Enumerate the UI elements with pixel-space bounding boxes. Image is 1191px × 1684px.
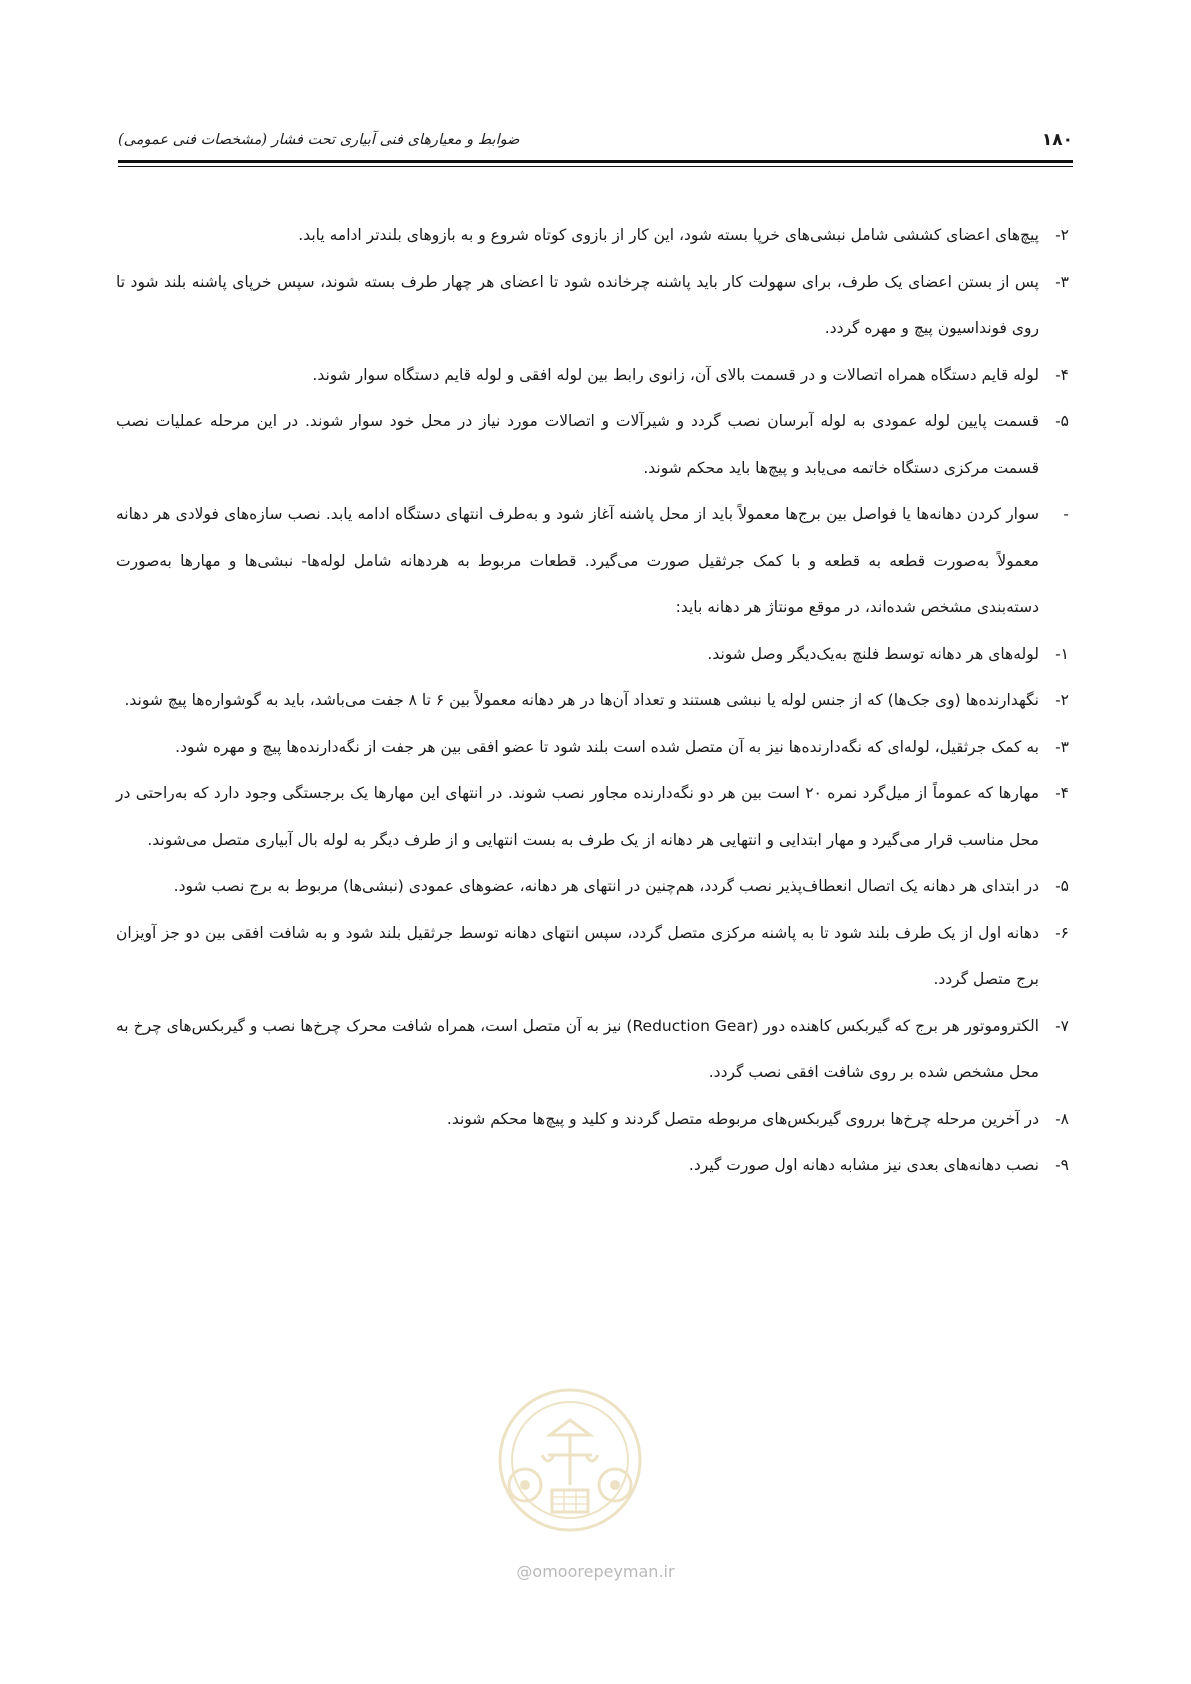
item-text: الکتروموتور هر برج که گیربکس کاهنده دور (Reduction Gear) نیز به آن متصل است، همراه شافت محرک چرخ‌ها نصب و گیربکس‌های چرخ به محل مشخص شده بر روی شافت افقی نصب گردد.	[116, 1016, 1039, 1081]
item-text: پیچ‌های اعضای کششی شامل نبشی‌های خرپا بسته شود، این کار از بازوی کوتاه شروع و به بازوهای بلندتر ادامه یابد.	[298, 226, 1039, 244]
item-text: به کمک جرثقیل، لوله‌ای که نگه‌دارنده‌ها نیز به آن متصل شده است بلند شود تا عضو افقی بین هر جفت از نگه‌دارنده‌ها پیچ و مهره شود.	[175, 737, 1039, 756]
item-text: در ابتدای هر دهانه یک اتصال انعطاف‌پذیر نصب گردد، هم‌چنین در انتهای هر دهانه، عضوهای عمودی (نبشی‌ها) مربوط به برج نصب شود.	[173, 877, 1039, 895]
item-text: دهانه اول از یک طرف بلند شود تا به پاشنه مرکزی متصل گردد، سپس انتهای دهانه توسط جرثقیل بلند شود و به شافت افقی بین دو جز آویزان برج متصل گردد.	[116, 923, 1039, 988]
item-marker: ۳-	[1055, 272, 1069, 291]
page-number: ۱۸۰	[1041, 130, 1073, 150]
list-item	[116, 398, 1069, 491]
item-marker: ۳-	[1055, 737, 1069, 756]
item-marker: ۲-	[1055, 691, 1069, 709]
item-marker: ۷-	[1055, 1016, 1069, 1035]
item-marker: ۹-	[1055, 1156, 1069, 1174]
item-marker: ۶-	[1055, 923, 1069, 942]
item-text: سوار کردن دهانه‌ها یا فواصل بین برج‌ها معمولاً باید از محل پاشنه آغاز شود و به‌طرف انتهای دستگاه ادامه یابد. نصب سازه‌های فولادی هر دهانه معمولاً به‌صورت قطعه به قطعه و با کمک جرثقیل صورت می‌گیرد. قطعات مربوط به هردهانه شامل لوله‌ها- نبشی‌ها و مهارها به‌صورت دسته‌بندی مشخص شده‌اند، در موقع مونتاژ هر دهانه باید:	[116, 505, 1039, 616]
list-item	[116, 677, 1069, 724]
bullet-marker: -	[1063, 505, 1069, 523]
item-marker: ۱-	[1055, 644, 1069, 663]
header-rule-thin	[118, 166, 1073, 167]
list-item	[116, 724, 1069, 771]
item-text: نصب دهانه‌های بعدی نیز مشابه دهانه اول صورت گیرد.	[688, 1156, 1039, 1174]
item-text: پس از بستن اعضای یک طرف، برای سهولت کار باید پاشنه چرخانده شود تا اعضای هر چهار طرف بسته شوند، سپس خرپای پاشنه بلند شود تا روی فونداسیون پیچ و مهره گردد.	[116, 272, 1039, 337]
list-item	[116, 212, 1069, 259]
list-item	[116, 1142, 1069, 1189]
item-text: لوله‌های هر دهانه توسط فلنچ به‌یک‌دیگر وصل شوند.	[707, 644, 1039, 663]
item-text: در آخرین مرحله چرخ‌ها برروی گیربکس‌های مربوطه متصل گردند و کلید و پیچ‌ها محکم شوند.	[446, 1109, 1039, 1128]
running-title: ضوابط و معیارهای فنی آبیاری تحت فشار (مشخصات فنی عمومی)	[118, 132, 520, 148]
watermark-site: @omoorepeyman.ir	[516, 1562, 675, 1581]
bullet-paragraph	[116, 491, 1069, 631]
item-marker: ۵-	[1055, 877, 1069, 895]
body-text	[116, 212, 1069, 1189]
item-marker: ۵-	[1055, 412, 1069, 430]
list-item	[116, 352, 1069, 399]
list-item	[116, 631, 1069, 678]
item-text: نگهدارنده‌ها (وی جک‌ها) که از جنس لوله یا نبشی هستند و تعداد آن‌ها در هر دهانه معمولاً بین ۶ تا ۸ جفت می‌باشد، باید به گوشواره‌ها پیچ شوند.	[124, 691, 1039, 709]
item-text: قسمت پایین لوله عمودی به لوله آبرسان نصب گردد و شیرآلات و اتصالات مورد نیاز در محل خود سوار شوند. در این مرحله عملیات نصب قسمت مرکزی دستگاه خاتمه می‌یابد و پیچ‌ها باید محکم شوند.	[116, 412, 1039, 477]
item-text: مهارها که عموماً از میل‌گرد نمره ۲۰ است بین هر دو نگه‌دارنده مجاور نصب شوند. در انتهای این مهارها یک برجستگی وجود دارد که به‌راحتی در محل مناسب قرار می‌گیرد و مهار ابتدایی و انتهایی هر دهانه از یک طرف به بست انتهایی و از طرف دیگر به لوله بال آبیاری متصل می‌شوند.	[116, 784, 1039, 849]
item-marker: ۴-	[1055, 365, 1069, 384]
list-item	[116, 1096, 1069, 1143]
list-item	[116, 1003, 1069, 1096]
header-rule	[118, 160, 1073, 163]
item-marker: ۴-	[1055, 784, 1069, 802]
item-text: لوله قایم دستگاه همراه اتصالات و در قسمت بالای آن، زانوی رابط بین لوله افقی و لوله قایم دستگاه سوار شوند.	[312, 365, 1039, 384]
list-item	[116, 863, 1069, 910]
page-header	[118, 128, 1073, 158]
list-item	[116, 910, 1069, 1003]
list-item	[116, 770, 1069, 863]
list-item	[116, 259, 1069, 352]
watermark-logo-icon	[480, 1365, 660, 1545]
item-marker: ۸-	[1055, 1109, 1069, 1128]
item-marker: ۲-	[1055, 226, 1069, 244]
